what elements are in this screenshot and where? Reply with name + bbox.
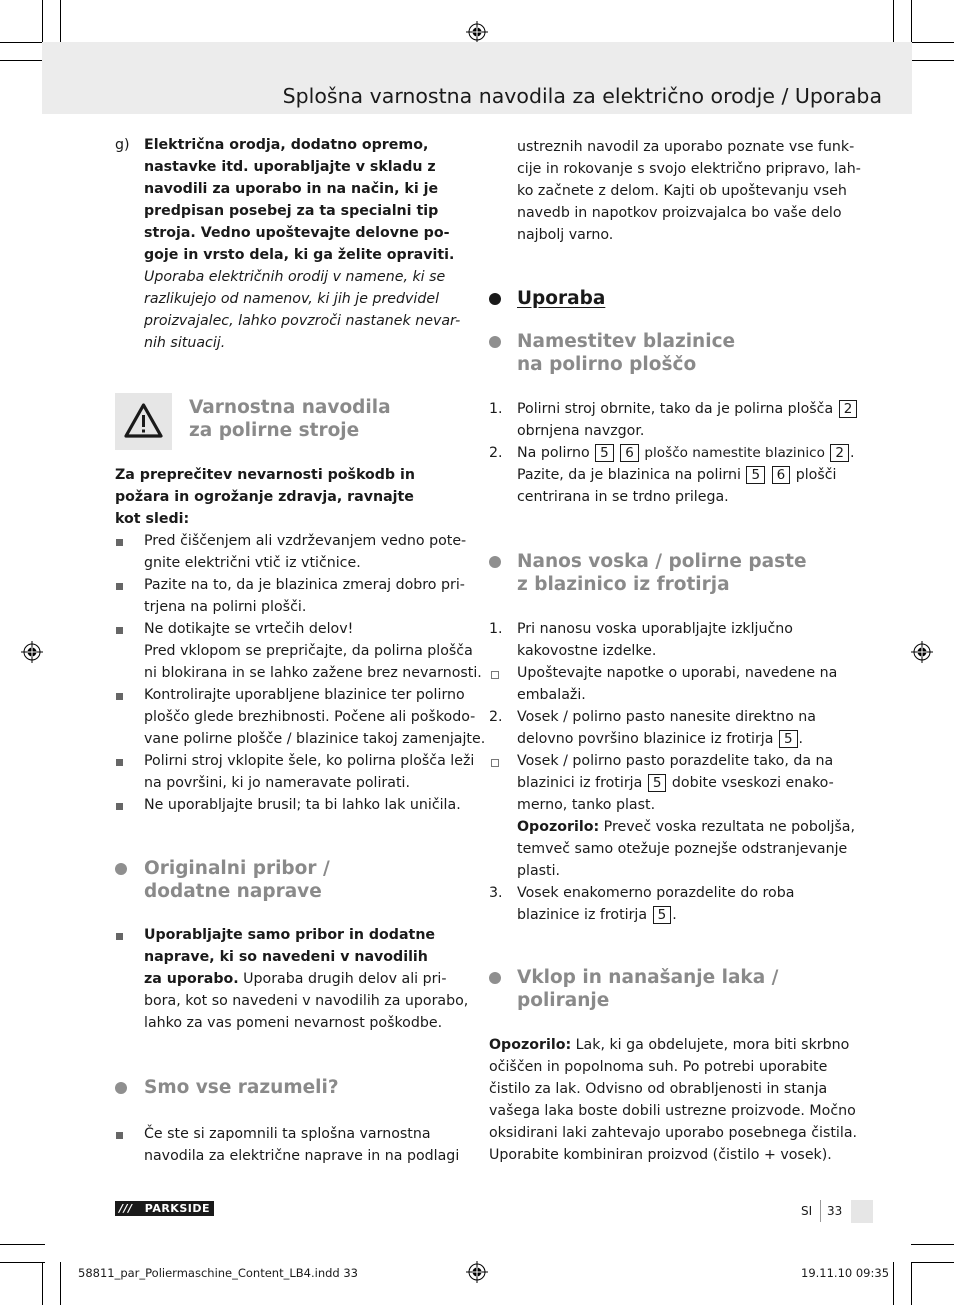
crop-mark — [0, 1262, 45, 1263]
step-text: embalaži. — [517, 687, 586, 703]
list-item-text: Ne dotikajte se vrtečih delov! — [144, 621, 354, 637]
original-line: Uporaba drugih delov ali pri- — [238, 971, 447, 987]
square-bullet-icon — [116, 1132, 123, 1139]
heading-line: Varnostna navodila — [189, 397, 391, 418]
heading-line: Nanos voska / polirne paste — [517, 551, 807, 572]
heading-line: Originalni pribor / — [144, 858, 330, 879]
square-bullet-icon — [116, 583, 123, 590]
list-item — [489, 618, 869, 662]
crop-mark — [911, 60, 954, 61]
part-ref-box: 6 — [772, 466, 791, 484]
list-number: 1. — [489, 621, 503, 637]
original-bold-line: naprave, ki so navedeni v navodilih — [144, 949, 428, 965]
file-name: 58811_par_Poliermaschine_Content_LB4.indd 33 — [78, 1266, 358, 1280]
vklop-line: Uporabite kombiniran proizvod (čistilo + vosek). — [489, 1147, 832, 1163]
vklop-line: oksidirani laki zahtevajo uporabo posebnega čistila. — [489, 1125, 858, 1141]
step-text: temveč samo otežuje poznejše odstranjevanje — [517, 841, 848, 857]
part-ref-box: 5 — [746, 466, 765, 484]
section-heading-warning — [189, 397, 391, 442]
warning-label: Opozorilo: — [517, 819, 600, 835]
list-item-text: gnite električni vtič iz vtičnice. — [144, 555, 361, 571]
step-text: Preveč voska rezultata ne poboljša, — [599, 819, 855, 835]
step-text: Pri nanosu voska uporabljajte izključno — [517, 621, 793, 637]
list-number: 1. — [489, 401, 503, 417]
crop-mark — [42, 1262, 43, 1305]
crop-mark — [911, 0, 912, 45]
intro-line: požara in ogrožanje zdravja, ravnajte — [115, 489, 414, 505]
list-item — [115, 574, 475, 618]
vklop-text — [489, 1034, 857, 1166]
step-text: kakovostne izdelke. — [517, 643, 657, 659]
square-bullet-icon — [116, 627, 123, 634]
step-text: Vosek / polirno pasto nanesite direktno na — [517, 709, 816, 725]
original-line: bora, kot so navedeni v navodilih za uporabo, — [144, 993, 469, 1009]
list-item — [115, 618, 482, 684]
razumeli-line: Če ste si zapomnili ta splošna varnostna — [144, 1126, 431, 1142]
crop-mark — [893, 1262, 894, 1305]
list-item-text: Ne uporabljajte brusil; ta bi lahko lak uničila. — [144, 797, 461, 813]
square-bullet-icon — [116, 803, 123, 810]
item-g-bold-line: goje in vrsto dela, ki ga želite opraviti. — [144, 247, 455, 263]
step-text: plasti. — [517, 863, 561, 879]
continued-line: ustreznih navodil za uporabo poznate vse funk- — [517, 139, 855, 155]
item-g-italic-line: nih situacij. — [144, 335, 226, 351]
part-ref-box: 5 — [648, 774, 667, 792]
logo-text: PARKSIDE — [144, 1202, 210, 1215]
step-text: Vosek enakomerno porazdelite do roba — [517, 885, 795, 901]
item-g-bold-line: nastavke itd. uporabljajte v skladu z — [144, 159, 436, 175]
crop-mark — [911, 1244, 954, 1245]
item-g-label: g) — [115, 137, 130, 153]
step-text: Polirni stroj obrnite, tako da je polirna plošča — [517, 401, 834, 417]
original-line: lahko za vas pomeni nevarnost poškodbe. — [144, 1015, 443, 1031]
step-text: dobite vseskozi enako- — [671, 775, 834, 791]
section-heading-original — [144, 858, 330, 903]
namestitev-list — [489, 398, 869, 508]
section-bullet-icon — [489, 972, 501, 984]
list-item — [489, 750, 869, 882]
list-item-text: Pred čiščenjem ali vzdrževanjem vedno pote- — [144, 533, 467, 549]
item-g-bold-line: stroja. Vedno upoštevajte delovne po- — [144, 225, 450, 241]
list-item — [115, 750, 475, 794]
list-item-text: vane polirne plošče / blazinice takoj zamenjajte. — [144, 731, 486, 747]
step-text: obrnjena navzgor. — [517, 423, 645, 439]
list-item — [489, 398, 869, 442]
continued-line: navedb in napotkov proizvajalca bo vaše delo — [517, 205, 842, 221]
heading-line: Vklop in nanašanje laka / — [517, 967, 779, 988]
item-g-italic-line: Uporaba električnih orodij v namene, ki se — [144, 269, 446, 285]
hollow-square-bullet-icon — [491, 671, 499, 679]
step-text: ploščo namestite blazinico — [644, 445, 825, 461]
part-ref-box: 2 — [839, 400, 858, 418]
list-item — [115, 794, 475, 816]
item-g-italic-line: proizvajalec, lahko povzroči nastanek nevar- — [144, 313, 461, 329]
list-item — [115, 530, 475, 574]
warning-box — [115, 393, 172, 450]
section-heading-razumeli: Smo vse razumeli? — [144, 1077, 339, 1098]
list-item: 2. Vosek / polirno pasto nanesite direktno na delovno površino blazinice iz frotirja 5 . — [489, 706, 869, 750]
step-text: Pazite, da je blazinica na polirni — [517, 467, 741, 483]
list-item-text: Pred vklopom se prepričajte, da polirna plošča — [144, 643, 473, 659]
step-text: Vosek / polirno pasto porazdelite tako, da na — [517, 753, 834, 769]
original-bold-line: Uporabljajte samo pribor in dodatne — [144, 927, 436, 943]
part-ref-box: 2 — [830, 444, 849, 462]
continued-text — [517, 136, 861, 246]
print-date: 19.11.10 09:35 — [801, 1266, 890, 1280]
section-heading-uporaba: Uporaba — [517, 288, 606, 309]
heading-line: poliranje — [517, 989, 610, 1011]
step-text: Na polirno — [517, 445, 590, 461]
item-g-bold-line: navodili za uporabo in na način, ki je — [144, 181, 439, 197]
section-bullet-icon — [115, 1082, 127, 1094]
part-ref-box: 6 — [620, 444, 639, 462]
section-heading-namestitev — [517, 331, 735, 376]
crop-mark — [911, 42, 954, 43]
list-item-text: ni blokirana in se lahko zažene brez nevarnosti. — [144, 665, 482, 681]
item-g-italic-line: razlikujejo od namenov, ki jih je predvidel — [144, 291, 440, 307]
list-item: 2. Na polirno 5 6 ploščo namestite blazinico 2 . Pazite, da je blazinica na polirni 5 6 plošči centrirana in se trdno prilega. — [489, 442, 869, 508]
section-heading-vklop — [517, 967, 778, 1012]
crop-mark — [60, 0, 61, 45]
hollow-square-bullet-icon — [491, 759, 499, 767]
part-ref-box: 5 — [779, 730, 798, 748]
item-g-bold-line: predpisan posebej za ta specialni tip — [144, 203, 439, 219]
step-text: centrirana in se trdno prilega. — [517, 489, 729, 505]
nanos-list — [489, 618, 869, 926]
crop-mark — [0, 1244, 45, 1245]
section-bullet-icon — [489, 556, 501, 568]
language-code: SI — [801, 1204, 813, 1218]
registration-mark-icon — [466, 1261, 488, 1283]
part-ref-box: 5 — [653, 906, 672, 924]
continued-line: ko začnete z delom. Kajti ob upoštevanju vseh — [517, 183, 847, 199]
square-bullet-icon — [116, 759, 123, 766]
crop-mark — [893, 0, 894, 45]
heading-line: na polirno ploščo — [517, 353, 697, 375]
logo-stripes: /// — [119, 1202, 133, 1215]
section-bullet-icon — [489, 293, 501, 305]
crop-mark — [60, 1262, 61, 1305]
step-text: blazinici iz frotirja — [517, 775, 643, 791]
step-text: blazinice iz frotirja — [517, 907, 648, 923]
razumeli-text — [115, 1123, 475, 1167]
crop-mark — [0, 42, 45, 43]
original-bold-line: za uporabo. — [144, 971, 239, 987]
list-item — [489, 662, 869, 706]
section-heading-nanos — [517, 551, 807, 596]
step-text: delovno površino blazinice iz frotirja — [517, 731, 774, 747]
list-item-text: na površini, ki jo nameravate polirati. — [144, 775, 410, 791]
item-g-bold-line: Električna orodja, dodatno opremo, — [144, 137, 429, 153]
item-g — [115, 134, 475, 354]
square-bullet-icon — [116, 693, 123, 700]
intro-line: kot sledi: — [115, 511, 190, 527]
list-item — [115, 684, 486, 750]
list-item-text: Pazite na to, da je blazinica zmeraj dobro pri- — [144, 577, 465, 593]
crop-mark — [0, 60, 45, 61]
heading-line: dodatne naprave — [144, 880, 322, 902]
list-number: 2. — [489, 709, 503, 725]
warning-triangle-icon — [115, 393, 172, 450]
heading-line: Namestitev blazinice — [517, 331, 736, 352]
list-number: 2. — [489, 445, 503, 461]
parkside-logo — [115, 1201, 214, 1216]
crop-mark — [911, 1262, 912, 1305]
step-text: plošči — [795, 467, 837, 483]
registration-mark-icon — [21, 641, 43, 663]
warning-intro — [115, 464, 415, 530]
page-number: 33 — [827, 1204, 843, 1218]
intro-line: Za preprečitev nevarnosti poškodb in — [115, 467, 415, 483]
step-text: merno, tanko plast. — [517, 797, 656, 813]
registration-mark-icon — [911, 641, 933, 663]
heading-line: za polirne stroje — [189, 419, 360, 441]
vklop-line: Lak, ki ga obdelujete, mora biti skrbno — [571, 1037, 850, 1053]
registration-mark-icon — [466, 21, 488, 43]
list-item: 3. Vosek enakomerno porazdelite do roba blazinice iz frotirja 5 . — [489, 882, 869, 926]
vklop-line: vašega laka boste dobili ustrezne proizvode. Močno — [489, 1103, 856, 1119]
continued-line: najbolj varno. — [517, 227, 614, 243]
crop-mark — [42, 0, 43, 45]
list-item-text: trjena na polirni plošči. — [144, 599, 307, 615]
section-bullet-icon — [115, 863, 127, 875]
continued-line: cije in rokovanje s svojo električno pripravo, lah- — [517, 161, 861, 177]
list-item-text: Kontrolirajte uporabljene blazinice ter polirno — [144, 687, 465, 703]
part-ref-box: 5 — [595, 444, 614, 462]
razumeli-line: navodila za električne naprave in na podlagi — [144, 1148, 460, 1164]
list-number: 3. — [489, 885, 503, 901]
page-title: Splošna varnostna navodila za električno orodje / Uporaba — [282, 84, 882, 108]
original-text — [115, 924, 475, 1034]
section-bullet-icon — [489, 336, 501, 348]
list-item-text: ploščo glede brezhibnosti. Počene ali poškodo- — [144, 709, 476, 725]
warning-bullet-list — [115, 530, 486, 816]
vklop-line: očiščen in popolnoma suh. Po potrebi uporabite — [489, 1059, 828, 1075]
warning-label: Opozorilo: — [489, 1037, 572, 1053]
square-bullet-icon — [116, 539, 123, 546]
step-text: Upoštevajte napotke o uporabi, navedene na — [517, 665, 838, 681]
square-bullet-icon — [116, 933, 123, 940]
footer-divider — [820, 1200, 821, 1222]
list-item-text: Polirni stroj vklopite šele, ko polirna plošča leži — [144, 753, 475, 769]
heading-line: z blazinico iz frotirja — [517, 573, 730, 595]
page-number-box — [851, 1200, 873, 1223]
crop-mark — [911, 1262, 954, 1263]
vklop-line: čistilo za lak. Odvisno od obrabljenosti in stanja — [489, 1081, 828, 1097]
